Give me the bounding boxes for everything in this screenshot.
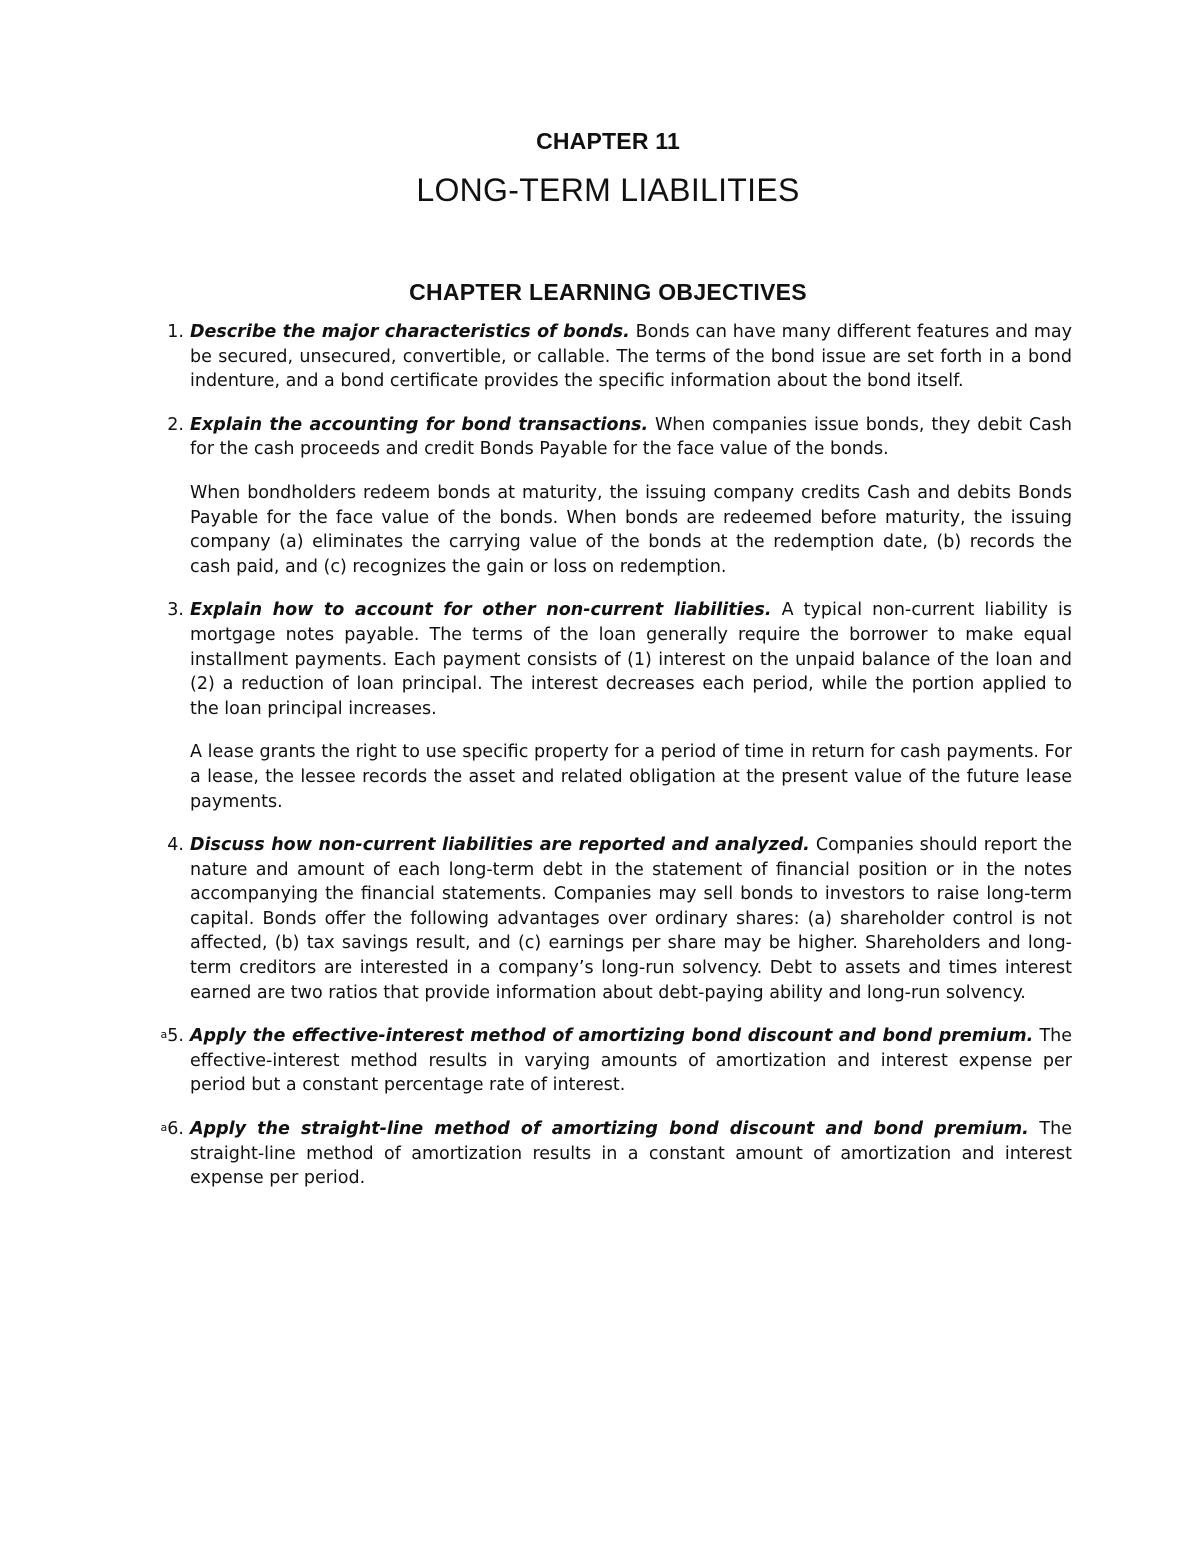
- objective-text: When companies issue bonds, they debit Cash for the cash proceeds and credit Bonds Payable for the face value of the bonds.: [190, 414, 1072, 460]
- objective-title: Apply the effective-interest method of amortizing bond discount and bond premium.: [190, 1026, 1034, 1047]
- objective-paragraph: [190, 833, 1072, 1005]
- objective-1: [167, 320, 1072, 394]
- objective-paragraph: [190, 320, 1072, 394]
- objective-title: Explain the accounting for bond transactions.: [190, 414, 649, 435]
- objective-text: Bonds can have many different features and may be secured, unsecured, convertible, or callable. The terms of the bond issue are set forth in a bond indenture, and a bond certificate provides the specific information about the bond itself.: [190, 322, 1072, 392]
- chapter-label: CHAPTER 11: [536, 128, 680, 154]
- objective-paragraph: [190, 1117, 1072, 1191]
- objective-5: [160, 1024, 1072, 1098]
- objective-paragraph: [190, 598, 1072, 721]
- objective-paragraph: [190, 413, 1072, 462]
- objective-paragraph-continued: When bondholders redeem bonds at maturity, the issuing company credits Cash and debits Bonds Payable for the face value of the bonds. When bonds are redeemed before maturity, the issuing company (a) eliminates the carrying value of the bonds at the redemption date, (b) records the cash paid, and (c) recognizes the gain or loss on redemption.: [190, 482, 1072, 577]
- objective-text: The straight-line method of amortization results in a constant amount of amortization and interest expense per period.: [190, 1119, 1072, 1189]
- objective-text: The effective-interest method results in varying amounts of amortization and interest expense per period but a constant percentage rate of interest.: [190, 1026, 1072, 1096]
- objective-number: 4.: [167, 835, 184, 856]
- objective-paragraph-continued: A lease grants the right to use specific property for a period of time in return for cash payments. For a lease, the lessee records the asset and related obligation at the present value of the future lease payments.: [190, 742, 1072, 812]
- objective-title: Apply the straight-line method of amortizing bond discount and bond premium.: [190, 1119, 1029, 1140]
- objective-number: $^a$6.: [160, 1119, 184, 1140]
- objective-2: [167, 413, 1072, 580]
- chapter-title: LONG-TERM LIABILITIES: [416, 172, 800, 208]
- objective-text: Companies should report the nature and amount of each long-term debt in the statement of financial position or in the notes accompanying the financial statements. Companies may sell bonds to investors to raise long-term capital. Bonds offer the following advantages over ordinary shares: (a) shareholder control is not affected, (b) tax savings result, and (c) earnings per share may be higher. Shareholders and long-term creditors are interested in a company’s long-run solvency. Debt to assets and times interest earned are two ratios that provide information about debt-paying ability and long-run solvency.: [190, 835, 1072, 1003]
- objective-text: A typical non-current liability is mortgage notes payable. The terms of the loan generally require the borrower to make equal installment payments. Each payment consists of (1) interest on the unpaid balance of the loan and (2) a reduction of loan principal. The interest decreases each period, while the portion applied to the loan principal increases.: [190, 600, 1072, 719]
- objective-3: [167, 598, 1072, 814]
- objective-number: $^a$5.: [160, 1026, 184, 1047]
- objective-4: [167, 833, 1072, 1005]
- objective-title: Describe the major characteristics of bonds.: [190, 322, 630, 342]
- objective-number: 2.: [167, 414, 184, 435]
- learning-objectives-heading: CHAPTER LEARNING OBJECTIVES: [409, 279, 807, 305]
- objective-number: 1.: [167, 322, 184, 342]
- objective-paragraph: [190, 1024, 1072, 1098]
- objectives-list: [160, 320, 1072, 1210]
- objective-6: [160, 1117, 1072, 1191]
- objective-title: Explain how to account for other non-current liabilities.: [190, 600, 772, 621]
- objective-number: 3.: [167, 600, 184, 621]
- objective-title: Discuss how non-current liabilities are reported and analyzed.: [190, 835, 810, 856]
